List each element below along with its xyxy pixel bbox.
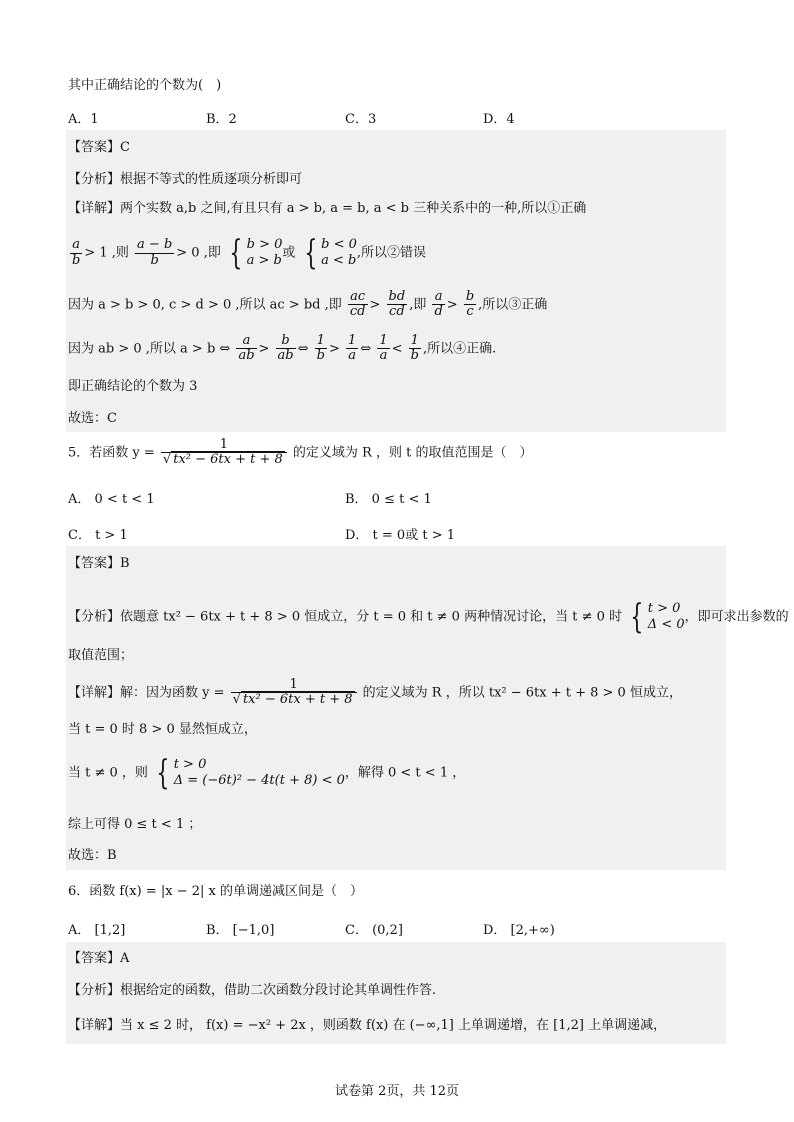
detail-text-t0: 当 t = 0 时 8 > 0 显然恒成立，	[68, 722, 257, 737]
question-5-stem: 5．若函数 y = $\frac{1}{\text{√ tx² − 6tx + t + 8}}$ 的定义域为 R ，则 t 的取值范围是（ ）	[68, 437, 533, 468]
answer-label: 【答案】C	[68, 140, 130, 155]
analysis-text: 【分析】根据给定的函数，借助二次函数分段讨论其单调性作答.	[68, 983, 437, 998]
option-d[interactable]: D． [2,+∞)	[483, 923, 555, 938]
choice-text: 故选：B	[68, 848, 117, 863]
option-b[interactable]: B． 0 ≤ t < 1	[345, 492, 432, 507]
conclusion-text: 综上可得 0 ≤ t < 1 ；	[68, 817, 202, 832]
detail-text: 【详解】两个实数 a,b 之间,有且只有 a > b, a = b, a < b 三种关系中的一种,所以①正确	[68, 201, 587, 216]
detail-text: 【详解】当 x ≤ 2 时， f(x) = −x² + 2x ，则函数 f(x) 在 (−∞,1] 上单调递增，在 [1,2] 上单调递减，	[68, 1018, 667, 1033]
detail-text: 【详解】解：因为函数 y = $\frac{1}{\text{√ tx² − 6tx + t + 8}}$ 的定义域为 R ，所以 tx² − 6tx + t + 8 > 0 恒成立，	[68, 677, 682, 708]
option-d[interactable]: D．4	[483, 112, 515, 127]
option-a[interactable]: A． 0 < t < 1	[68, 492, 155, 507]
option-a[interactable]: A． [1,2]	[68, 923, 126, 938]
conclusion-text: 即正确结论的个数为 3	[68, 379, 198, 394]
answer-label: 【答案】B	[68, 556, 130, 571]
analysis-text-cont: 取值范围；	[68, 648, 134, 663]
analysis-text: 【分析】根据不等式的性质逐项分析即可	[68, 172, 303, 187]
question-stem: 其中正确结论的个数为( )	[68, 78, 222, 93]
option-a[interactable]: A．1	[68, 112, 99, 127]
option-b[interactable]: B．2	[206, 112, 237, 127]
option-b[interactable]: B． [−1,0]	[206, 923, 275, 938]
detail-ab: 因为 ab > 0 ,所以 a > b ⇔ $\frac{a}{ab}$ > $\frac{b}{ab}$ ⇔ $\frac{1}{b}$ > $\frac{1}{a}$ ⇔ $\frac{1}{a}$ < $\frac{1}{b}$ ,所以④正确.	[68, 333, 497, 364]
answer-label: 【答案】A	[68, 951, 130, 966]
detail-text-tneq0: 当 t ≠ 0 ，则 { t > 0 Δ = (−6t)² − 4t(t + 8) < 0，解得 0 < t < 1 ，	[68, 753, 466, 793]
detail-fraction-line: $\frac{a}{b}$ > 1 ,则 $\frac{a - b}{b}$ > 0 ,即 { b > 0 a > b或 { b < 0 a < b,所以②错误	[72, 233, 427, 273]
choice-text: 故选：C	[68, 411, 117, 426]
option-c[interactable]: C． t > 1	[68, 528, 128, 543]
option-c[interactable]: C． (0,2]	[345, 923, 403, 938]
option-d[interactable]: D． t = 0或 t > 1	[345, 528, 455, 543]
option-c[interactable]: C．3	[345, 112, 377, 127]
page-footer: 试卷第 2页，共 12页	[334, 1084, 460, 1099]
question-6-stem: 6．函数 f(x) = |x − 2| x 的单调递减区间是（ ）	[68, 884, 363, 899]
analysis-text: 【分析】依题意 tx² − 6tx + t + 8 > 0 恒成立，分 t = 0 和 t ≠ 0 两种情况讨论，当 t ≠ 0 时 { t > 0 Δ < 0，即可求出参数的	[68, 597, 789, 637]
detail-ac-bd: 因为 a > b > 0, c > d > 0 ,所以 ac > bd ,即 $\frac{ac}{cd}$ > $\frac{bd}{cd}$ ,即 $\frac{a}{d}$ > $\frac{b}{c}$ ,所以③正确	[68, 289, 548, 320]
